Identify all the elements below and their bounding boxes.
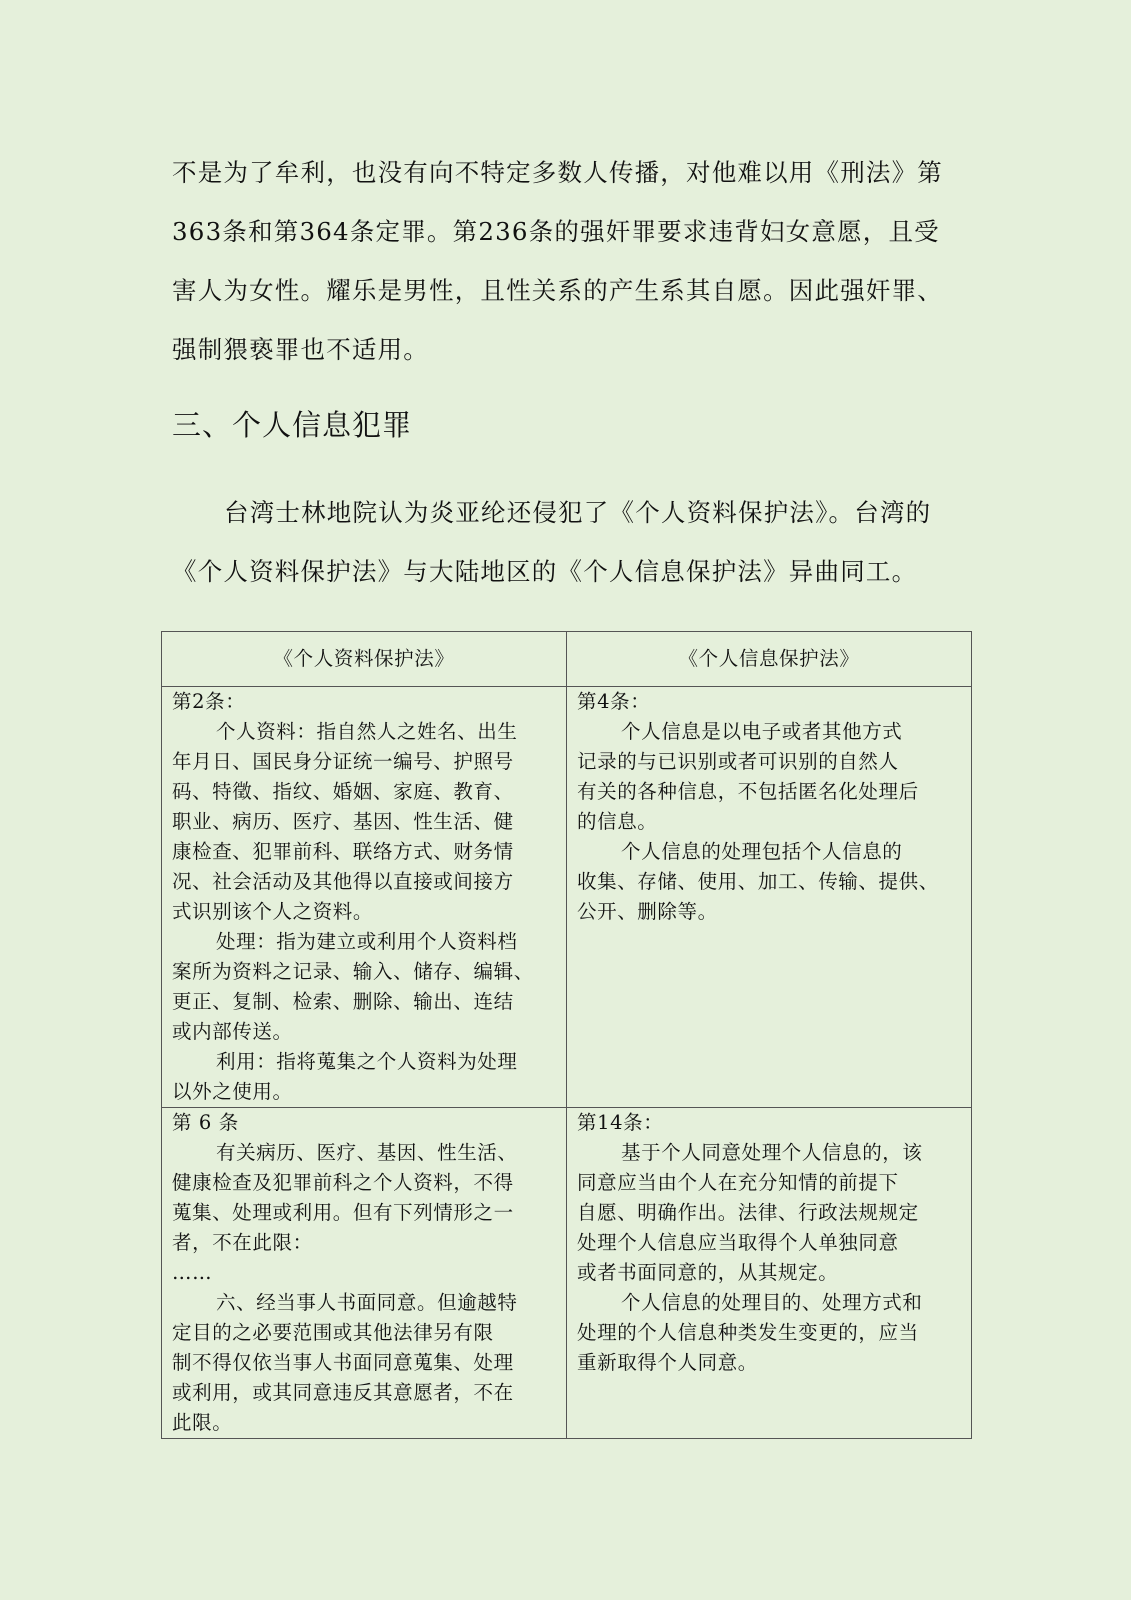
header-mainland-law: 《个人信息保护法》	[567, 632, 972, 687]
intro-paragraph	[172, 483, 972, 601]
article-title: 第2条：	[172, 690, 246, 713]
cell-line: 公开、删除等。	[577, 900, 718, 923]
cell-line: 基于个人同意处理个人信息的，该	[621, 1141, 923, 1164]
table-row	[162, 1108, 972, 1439]
cell-line: 同意应当由个人在充分知情的前提下	[577, 1171, 899, 1194]
cell-line: 年月日、国民身分证统一编号、护照号	[172, 750, 514, 773]
paragraph-line: 强制猥亵罪也不适用。	[172, 335, 429, 364]
paragraph-line: 不是为了牟利，也没有向不特定多数人传播，对他难以用《刑法》第	[172, 158, 943, 187]
cell-line: 职业、病历、医疗、基因、性生活、健	[172, 810, 514, 833]
cell-line: 况、社会活动及其他得以直接或间接方	[172, 870, 514, 893]
top-paragraph	[172, 143, 972, 379]
article-title: 第14条：	[577, 1111, 664, 1134]
cell-line: 记录的与已识别或者可识别的自然人	[577, 750, 899, 773]
cell-line: 蒐集、处理或利用。但有下列情形之一	[172, 1201, 514, 1224]
cell-line: 此限。	[172, 1411, 233, 1434]
cell-line: 码、特徵、指纹、婚姻、家庭、教育、	[172, 780, 514, 803]
cell-line: ……	[172, 1261, 213, 1284]
table-header-row	[162, 632, 972, 687]
cell-line: 利用：指将蒐集之个人资料为处理	[216, 1050, 518, 1073]
cell-line: 或者书面同意的，从其规定。	[577, 1261, 839, 1284]
cell-line: 有关的各种信息，不包括匿名化处理后	[577, 780, 919, 803]
paragraph-line: 台湾士林地院认为炎亚纶还侵犯了《个人资料保护法》。台湾的	[224, 498, 932, 527]
cell-line: 个人信息的处理包括个人信息的	[621, 840, 903, 863]
article-title: 第 6 条	[172, 1111, 239, 1134]
cell-line: 个人信息的处理目的、处理方式和	[621, 1291, 923, 1314]
section-heading: 三、个人信息犯罪	[172, 408, 413, 442]
cell-line: 收集、存储、使用、加工、传输、提供、	[577, 870, 939, 893]
cell-line: 康检查、犯罪前科、联络方式、财务情	[172, 840, 514, 863]
cell-line: 制不得仅依当事人书面同意蒐集、处理	[172, 1351, 514, 1374]
paragraph-line: 《个人资料保护法》与大陆地区的《个人信息保护法》异曲同工。	[172, 557, 918, 586]
cell-taiwan-article-2	[162, 687, 567, 1108]
cell-line: 处理：指为建立或利用个人资料档	[216, 930, 518, 953]
cell-line: 或内部传送。	[172, 1020, 293, 1043]
cell-line: 以外之使用。	[172, 1080, 293, 1103]
cell-line: 者，不在此限：	[172, 1231, 313, 1254]
cell-line: 处理的个人信息种类发生变更的，应当	[577, 1321, 919, 1344]
cell-taiwan-article-6	[162, 1108, 567, 1439]
cell-line: 或利用，或其同意违反其意愿者，不在	[172, 1381, 514, 1404]
law-comparison-table	[161, 631, 972, 1439]
cell-line: 处理个人信息应当取得个人单独同意	[577, 1231, 899, 1254]
cell-line: 重新取得个人同意。	[577, 1351, 758, 1374]
cell-line: 的信息。	[577, 810, 658, 833]
cell-line: 个人信息是以电子或者其他方式	[621, 720, 903, 743]
cell-line: 六、经当事人书面同意。但逾越特	[216, 1291, 518, 1314]
cell-line: 有关病历、医疗、基因、性生活、	[216, 1141, 518, 1164]
cell-line: 健康检查及犯罪前科之个人资料，不得	[172, 1171, 514, 1194]
cell-line: 案所为资料之记录、输入、储存、编辑、	[172, 960, 534, 983]
cell-mainland-article-14	[567, 1108, 972, 1439]
header-taiwan-law: 《个人资料保护法》	[162, 632, 567, 687]
paragraph-line: 害人为女性。耀乐是男性，且性关系的产生系其自愿。因此强奸罪、	[172, 276, 943, 305]
cell-line: 定目的之必要范围或其他法律另有限	[172, 1321, 494, 1344]
cell-mainland-article-4	[567, 687, 972, 1108]
cell-line: 自愿、明确作出。法律、行政法规规定	[577, 1201, 919, 1224]
article-title: 第4条：	[577, 690, 651, 713]
cell-line: 更正、复制、检索、删除、输出、连结	[172, 990, 514, 1013]
cell-line: 个人资料：指自然人之姓名、出生	[216, 720, 518, 743]
table-row	[162, 687, 972, 1108]
paragraph-line: 363条和第364条定罪。第236条的强奸罪要求违背妇女意愿，且受	[172, 217, 940, 246]
cell-line: 式识别该个人之资料。	[172, 900, 374, 923]
